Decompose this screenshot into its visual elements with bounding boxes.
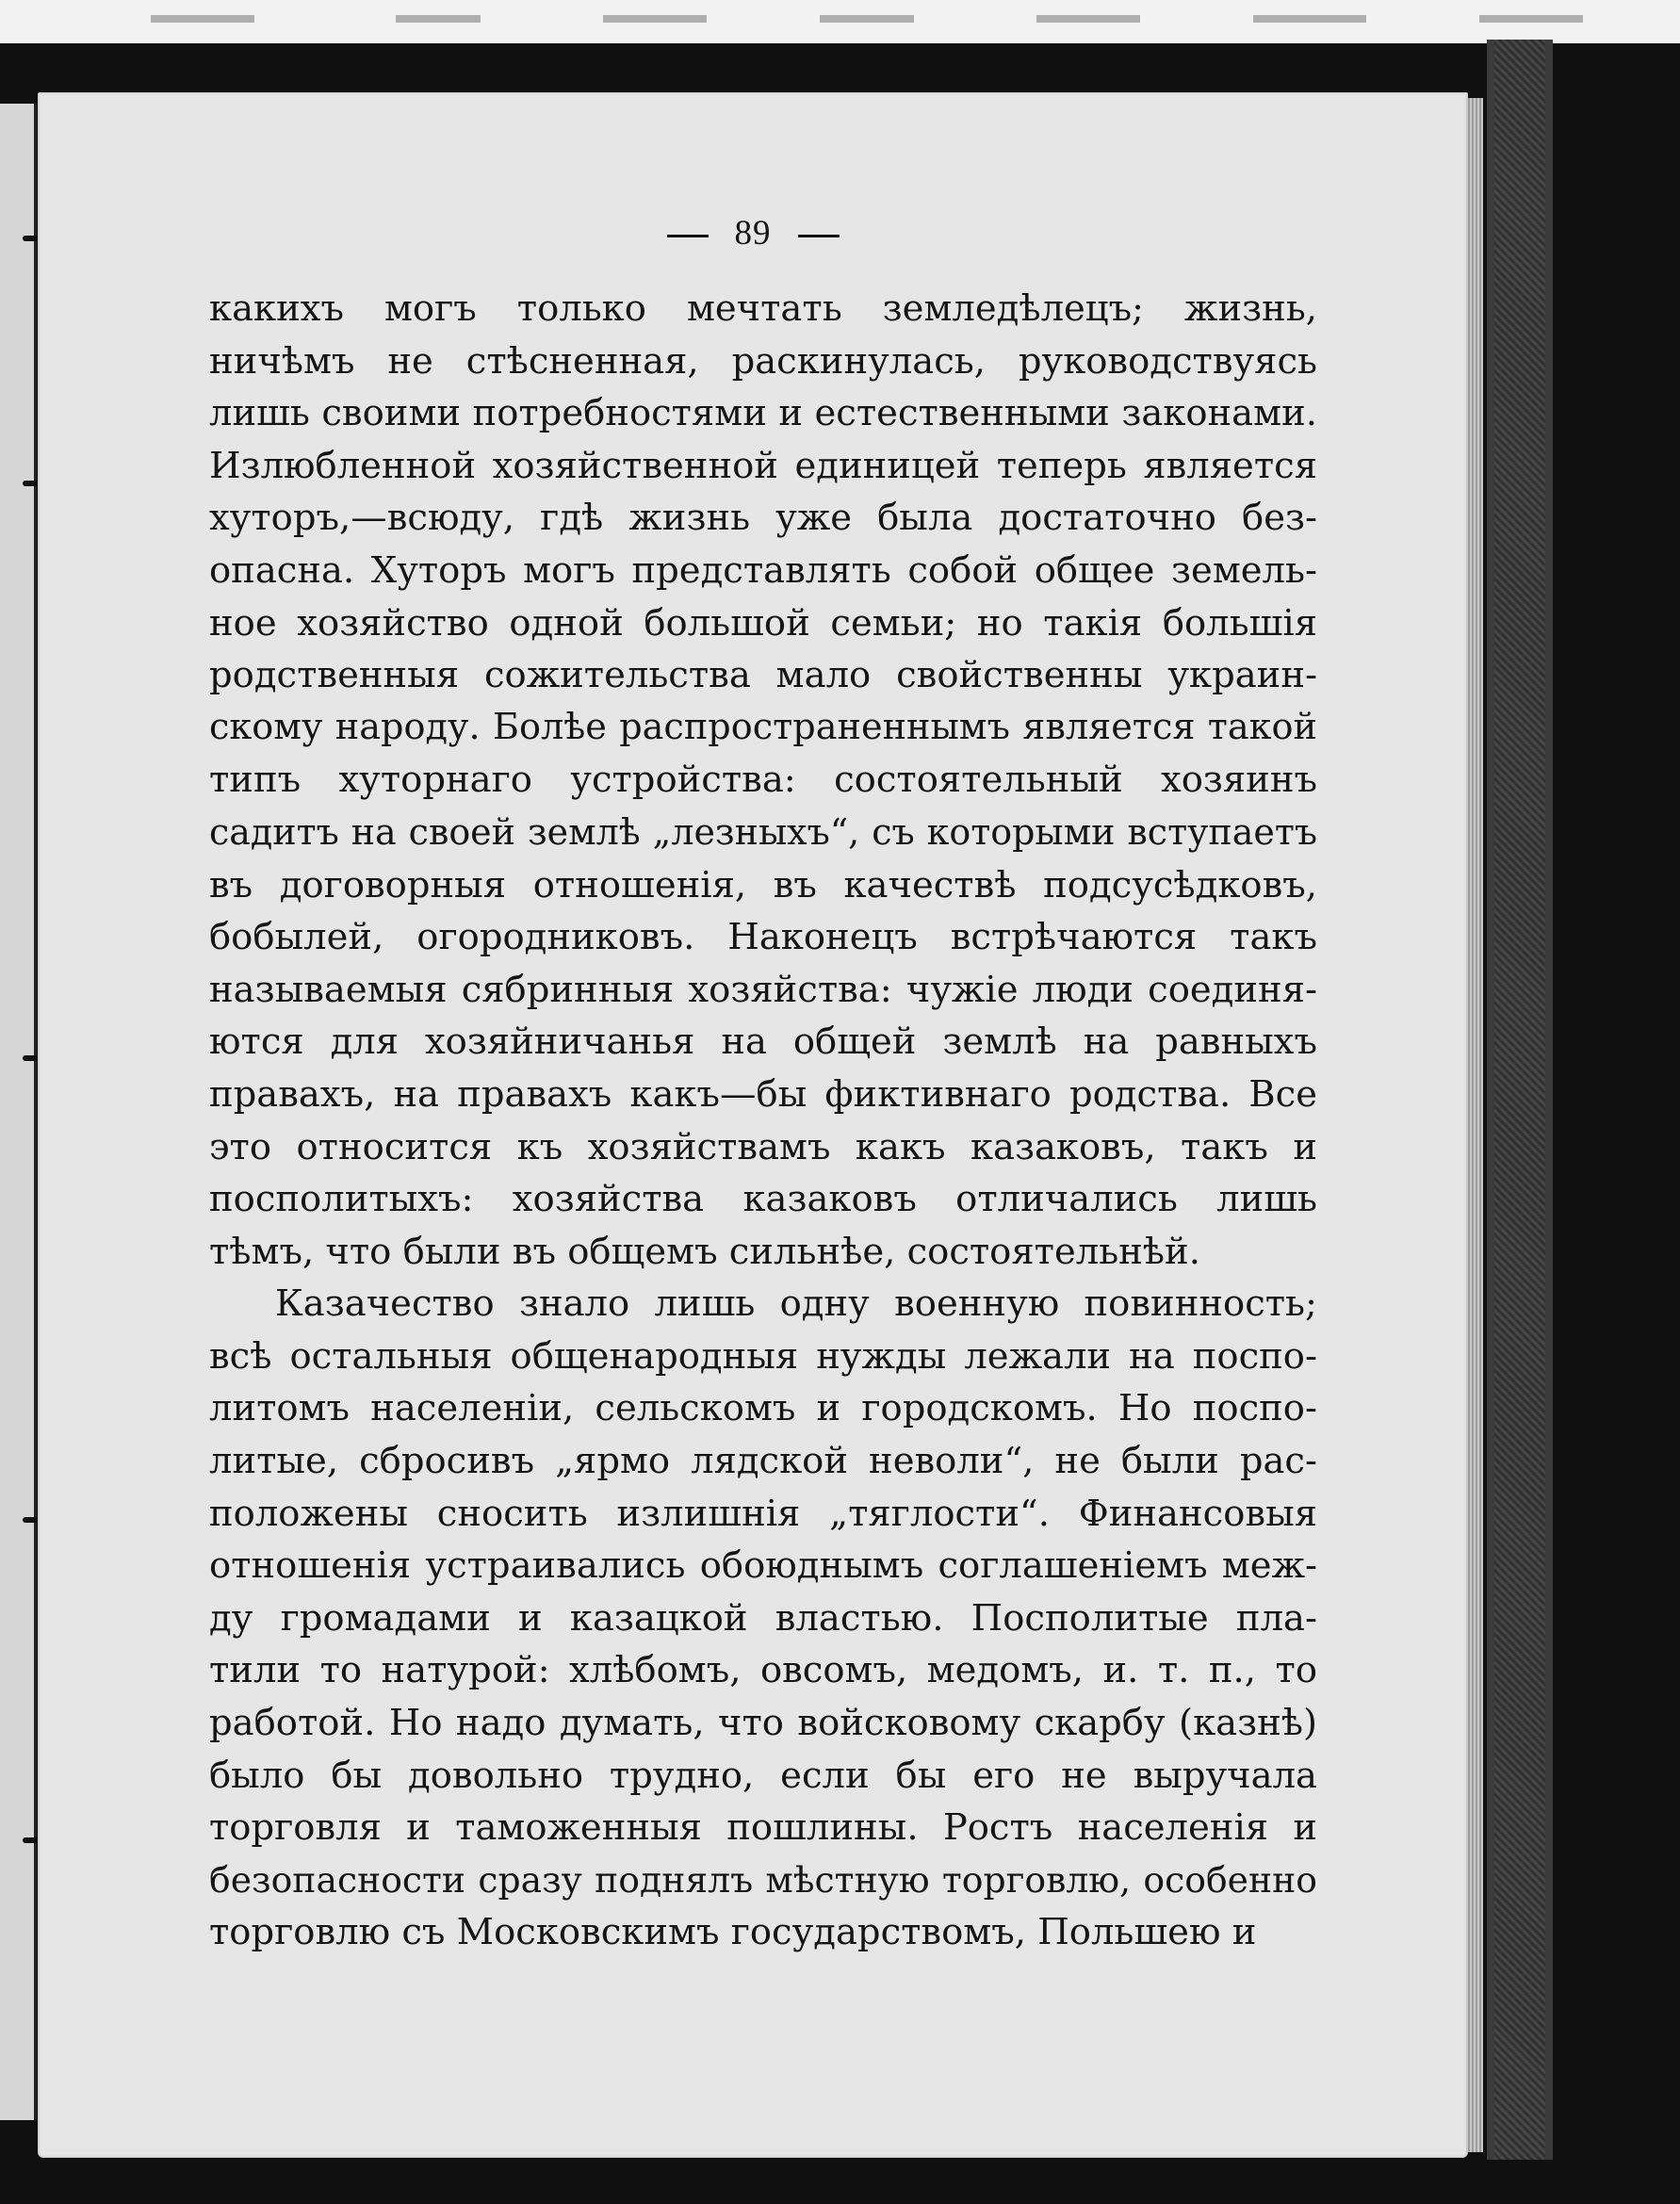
page-stack-edge [1466,98,1483,2152]
text-line: торговлю съ Московскимъ государствомъ, Польшею и [209,1911,1257,1954]
page-number: 89 [734,214,772,253]
text-line: бобылей, огородниковъ. Наконецъ встрѣчаются такъ [209,916,1317,959]
body-text [209,283,1317,1959]
scan-mark [1479,15,1583,23]
scan-mark [151,15,254,23]
text-line: правахъ, на правахъ какъ—бы фиктивнаго родства. Все [209,1072,1317,1116]
text-line: скому народу. Болѣе распространеннымъ является такой [209,706,1317,748]
text-line: ду громадами и казацкой властью. Посполитые пла- [209,1596,1317,1640]
text-line: тили то натурой: хлѣбомъ, овсомъ, медомъ, и. т. п., то [209,1649,1317,1692]
text-line: литомъ населеніи, сельскомъ и городскомъ. Но поспо- [209,1387,1317,1430]
text-line: Казачество знало лишь одну военную повинность; [275,1282,1317,1326]
scan-top-strip [0,0,1680,43]
text-line: лишь своими потребностями и естественными законами. [209,392,1317,435]
text-line: посполитыхъ: хозяйства казаковъ отличались лишь [209,1178,1317,1221]
paragraph [209,283,1317,1278]
text-line: типъ хуторнаго устройства: состоятельный хозяинъ [209,759,1317,802]
text-line: въ договорныя отношенія, въ качествѣ подсусѣдковъ, [209,863,1317,906]
scan-mark [1253,15,1366,23]
scan-mark [1036,15,1140,23]
text-line: было бы довольно трудно, если бы его не выручала [209,1754,1317,1797]
text-line: садитъ на своей землѣ „лезныхъ“, съ которыми вступаетъ [209,810,1317,853]
text-line: это относится къ хозяйствамъ какъ казаковъ, такъ и [209,1125,1317,1168]
text-line: какихъ могъ только мечтать земледѣлецъ; жизнь, [209,287,1317,330]
previous-page-edge [0,104,37,2120]
text-line: работой. Но надо думать, что войсковому скарбу (казнѣ) [209,1702,1317,1745]
text-line: опасна. Хуторъ могъ представлять собой общее земель- [209,548,1317,592]
scan-mark [603,15,707,23]
text-line: отношенія устраивались обоюднымъ соглашеніемъ меж- [209,1544,1317,1588]
page-header [38,213,1468,253]
text-line: родственныя сожительства мало свойственны украин- [209,654,1317,697]
text-line: литые, сбросивъ „ярмо лядской неволи“, не были рас- [209,1440,1317,1483]
scan-mark [396,15,481,23]
paragraph [209,1278,1317,1959]
text-line: ются для хозяйничанья на общей землѣ на равныхъ [209,1020,1317,1064]
book-cover-edge [1487,40,1553,2160]
text-line: безопасности сразу поднялъ мѣстную торговлю, особенно [209,1858,1317,1901]
header-dash-left [667,235,709,237]
text-line: хуторъ,—всюду, гдѣ жизнь уже была достаточно без- [209,497,1317,540]
text-line: торговля и таможенныя пошлины. Ростъ населенія и [209,1806,1317,1850]
text-line: ное хозяйство одной большой семьи; но такія большія [209,601,1317,645]
header-dash-right [798,235,840,237]
text-line: называемыя сябринныя хозяйства: чужіе люди соединя- [209,968,1317,1011]
scan-mark [820,15,914,23]
text-line: всѣ остальныя общенародныя нужды лежали на поспо- [209,1334,1317,1378]
text-line: тѣмъ, что были въ общемъ сильнѣе, состоятельнѣй. [209,1230,1200,1273]
text-line: положены сносить излишнія „тяглости“. Финансовыя [209,1492,1317,1535]
text-line: ничѣмъ не стѣсненная, раскинулась, руководствуясь [209,339,1317,383]
text-line: Излюбленной хозяйственной единицей теперь является [209,444,1317,487]
